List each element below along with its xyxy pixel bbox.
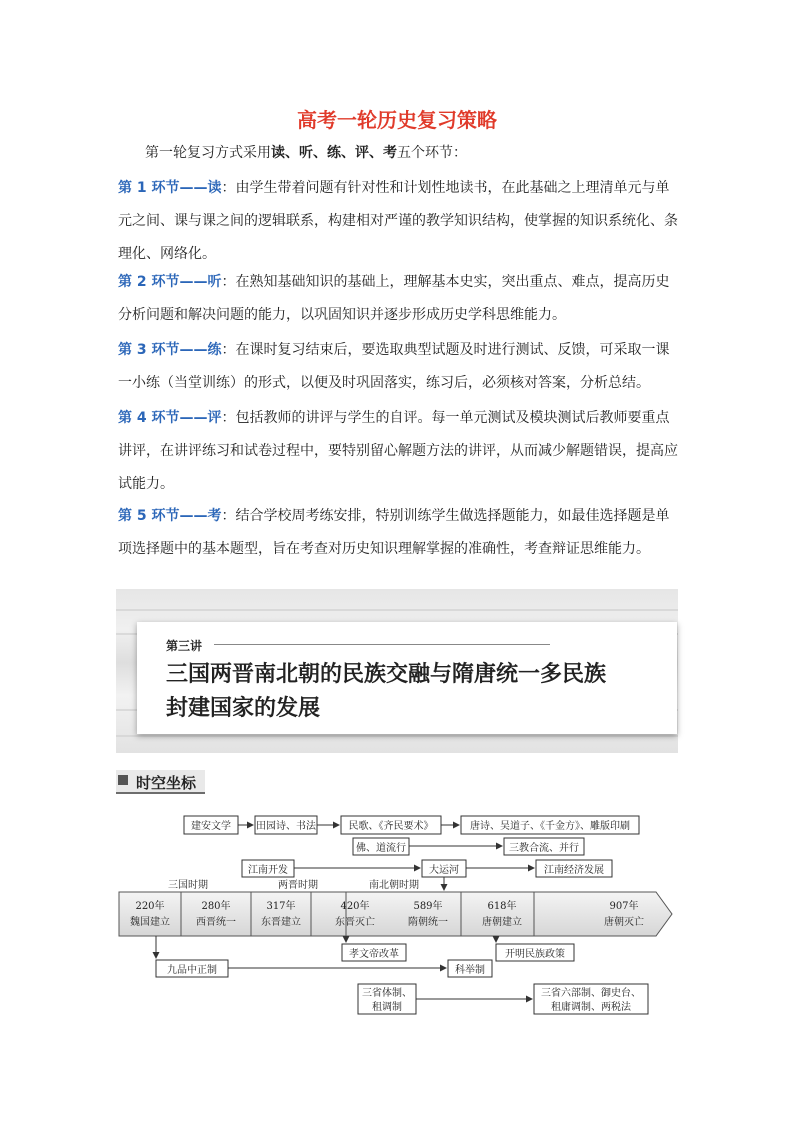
timeline-band bbox=[119, 892, 672, 936]
step-3-text: ：在课时复习结束后，要选取典型试题及时进行测试、反馈，可采取一课一小练（当堂训练）的形式，以便及时巩固落实，练习后，必须核对答案，分析总结。 bbox=[118, 342, 670, 391]
box-nine-rank-system: 九品中正制 bbox=[167, 965, 217, 976]
event-280: 西晋统一 bbox=[196, 917, 236, 928]
event-420: 东晋灭亡 bbox=[335, 917, 375, 928]
period-three-kingdoms: 三国时期 bbox=[168, 880, 208, 891]
step-1-paragraph bbox=[118, 172, 678, 271]
box-six-ministries-line1: 三省六部制、御史台、 bbox=[541, 988, 641, 999]
step-2-paragraph bbox=[118, 266, 678, 332]
step-3-label: 第 3 环节——练 bbox=[118, 342, 222, 358]
box-tang-poetry: 唐诗、吴道子、《千金方》、雕版印刷 bbox=[470, 821, 630, 832]
step-5-label: 第 5 环节——考 bbox=[118, 508, 222, 524]
box-grand-canal: 大运河 bbox=[429, 865, 459, 876]
step-4-text: ：包括教师的讲评与学生的自评。每一单元测试及模块测试后教师要重点讲评，在讲评练习和试卷过程中，要特别留心解题方法的讲评，从而减少解题错误，提高应试能力。 bbox=[118, 410, 678, 492]
box-three-teachings: 三教合流、并行 bbox=[509, 843, 579, 854]
box-three-departments-line1: 三省体制、 bbox=[362, 988, 412, 999]
box-imperial-exam: 科举制 bbox=[455, 965, 485, 976]
step-2-label: 第 2 环节——听 bbox=[118, 274, 222, 290]
step-4-label: 第 4 环节——评 bbox=[118, 410, 222, 426]
step-2-text: ：在熟知基础知识的基础上，理解基本史实，突出重点、难点，提高历史分析问题和解决问题的能力，以巩固知识并逐步形成历史学科思维能力。 bbox=[118, 274, 670, 323]
intro-line bbox=[145, 142, 467, 162]
document-title: 高考一轮历史复习策略 bbox=[297, 108, 497, 132]
event-618: 唐朝建立 bbox=[482, 917, 522, 928]
year-420: 420年 bbox=[340, 901, 370, 912]
lecture-title-line-1: 三国两晋南北朝的民族交融与隋唐统一多民族 bbox=[166, 662, 607, 687]
timeline-diagram bbox=[116, 805, 680, 1020]
box-ethnic-policy: 开明民族政策 bbox=[505, 949, 565, 960]
box-pastoral-poetry: 田园诗、书法 bbox=[256, 821, 316, 832]
box-folk-songs: 民歌、《齐民要术》 bbox=[348, 821, 434, 832]
step-4-paragraph bbox=[118, 402, 678, 501]
intro-prefix: 第一轮复习方式采用 bbox=[145, 145, 271, 161]
box-jiangnan-economy: 江南经济发展 bbox=[544, 865, 604, 876]
step-3-paragraph bbox=[118, 334, 678, 400]
step-1-label: 第 1 环节——读 bbox=[118, 180, 222, 196]
period-two-jin: 两晋时期 bbox=[278, 880, 318, 891]
year-317: 317年 bbox=[266, 901, 296, 912]
event-589: 隋朝统一 bbox=[408, 917, 448, 928]
lecture-title-line-2: 封建国家的发展 bbox=[166, 696, 321, 721]
square-bullet-icon bbox=[118, 775, 128, 785]
box-xiaowen-reform: 孝文帝改革 bbox=[349, 949, 399, 960]
intro-suffix: 五个环节： bbox=[397, 145, 467, 161]
step-1-text: ：由学生带着问题有针对性和计划性地读书，在此基础之上理清单元与单元之间、课与课之间的逻辑联系，构建相对严谨的教学知识结构，使掌握的知识系统化、条理化、网络化。 bbox=[118, 180, 678, 262]
event-220: 魏国建立 bbox=[130, 917, 170, 928]
lecture-divider bbox=[214, 644, 550, 645]
box-six-ministries-line2: 租庸调制、两税法 bbox=[551, 1002, 631, 1013]
lecture-number: 第三讲 bbox=[166, 639, 203, 653]
year-907: 907年 bbox=[609, 901, 639, 912]
year-618: 618年 bbox=[487, 901, 517, 912]
year-280: 280年 bbox=[201, 901, 231, 912]
year-589: 589年 bbox=[413, 901, 443, 912]
period-north-south: 南北朝时期 bbox=[369, 880, 419, 891]
intro-highlight: 读、听、练、评、考 bbox=[271, 145, 397, 161]
section-title: 时空坐标 bbox=[136, 774, 197, 792]
event-907: 唐朝灭亡 bbox=[604, 917, 644, 928]
step-5-paragraph bbox=[118, 500, 678, 566]
box-buddhism-taoism: 佛、道流行 bbox=[356, 843, 406, 854]
box-jianan-literature: 建安文学 bbox=[191, 821, 231, 832]
step-5-text: ：结合学校周考练安排，特别训练学生做选择题能力，如最佳选择题是单项选择题中的基本题型，旨在考查对历史知识理解掌握的准确性，考查辩证思维能力。 bbox=[118, 508, 670, 557]
box-three-departments-line2: 租调制 bbox=[372, 1002, 402, 1013]
box-jiangnan-development: 江南开发 bbox=[248, 865, 288, 876]
lecture-title bbox=[166, 658, 666, 726]
event-317: 东晋建立 bbox=[261, 917, 301, 928]
year-220: 220年 bbox=[135, 901, 165, 912]
